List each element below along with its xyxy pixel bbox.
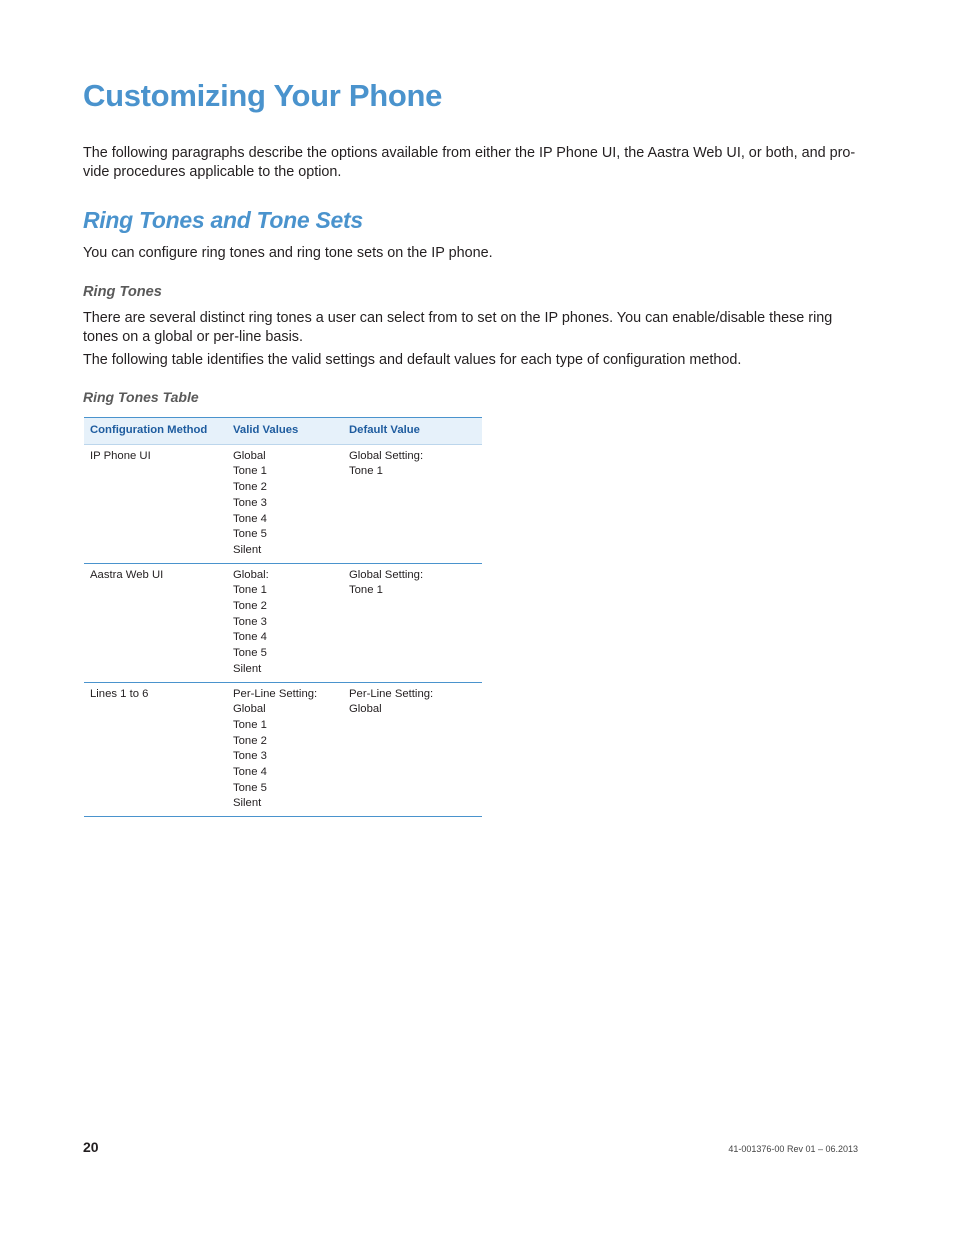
header-default-value: Default Value [343, 418, 482, 445]
ring-tones-paragraph: There are several distinct ring tones a user can select from to set on the IP phones. You can enable/disable these ring tones on a global or per-line basis. [83, 310, 833, 345]
cell-configuration-method [84, 563, 227, 682]
valid-value-line: Tone 5 [233, 647, 267, 660]
valid-value-line: Tone 1 [233, 584, 267, 597]
cell-configuration-method [84, 444, 227, 563]
header-valid-values: Valid Values [227, 418, 343, 445]
valid-value-line: Global [233, 703, 266, 716]
valid-value-line: Tone 3 [233, 496, 267, 509]
default-value-line: Global Setting: [349, 568, 424, 581]
cell-valid-values [227, 682, 343, 817]
table-row [84, 563, 482, 682]
method-text: Lines 1 to 6 [90, 687, 149, 700]
valid-value-line: Silent [233, 543, 262, 556]
valid-value-line: Tone 4 [233, 766, 267, 779]
default-value-line: Per-Line Setting: [349, 687, 434, 700]
table-body [84, 444, 482, 816]
cell-valid-values [227, 563, 343, 682]
default-value-line: Tone 1 [349, 584, 383, 597]
valid-value-line: Silent [233, 662, 262, 675]
valid-value-line: Tone 2 [233, 600, 267, 613]
default-value-line: Global [349, 703, 382, 716]
valid-value-line: Tone 4 [233, 631, 267, 644]
document-reference: 41-001376-00 Rev 01 – 06.2013 [728, 1144, 858, 1154]
method-text: IP Phone UI [90, 449, 151, 462]
valid-value-line: Tone 1 [233, 465, 267, 478]
valid-value-line: Tone 3 [233, 750, 267, 763]
valid-value-line: Per-Line Setting: [233, 687, 318, 700]
default-value-line: Tone 1 [349, 465, 383, 478]
page-number: 20 [83, 1139, 99, 1155]
valid-value-line: Silent [233, 797, 262, 810]
table-description-paragraph: The following table identifies the valid settings and default values for each type of configuration method. [83, 352, 742, 368]
valid-value-line: Tone 5 [233, 528, 267, 541]
cell-default-value [343, 563, 482, 682]
section-heading: Ring Tones and Tone Sets [83, 207, 363, 233]
page-title: Customizing Your Phone [83, 78, 443, 113]
valid-value-line: Tone 4 [233, 512, 267, 525]
cell-valid-values [227, 444, 343, 563]
cell-default-value [343, 444, 482, 563]
method-text: Aastra Web UI [90, 568, 164, 581]
section-text: You can configure ring tones and ring tone sets on the IP phone. [83, 245, 493, 261]
subsection-heading: Ring Tones [83, 284, 162, 300]
valid-value-line: Tone 3 [233, 615, 267, 628]
valid-value-line: Tone 2 [233, 734, 267, 747]
table-caption: Ring Tones Table [83, 389, 199, 405]
header-configuration-method: Configuration Method [84, 418, 227, 445]
table-header-row [84, 418, 482, 445]
cell-default-value [343, 682, 482, 817]
valid-value-line: Tone 1 [233, 718, 267, 731]
cell-configuration-method [84, 682, 227, 817]
ring-tones-table [84, 417, 482, 817]
valid-value-line: Global: [233, 568, 269, 581]
valid-value-line: Global [233, 449, 266, 462]
valid-value-line: Tone 5 [233, 781, 267, 794]
default-value-line: Global Setting: [349, 449, 424, 462]
table-row [84, 444, 482, 563]
intro-paragraph: The following paragraphs describe the options available from either the IP Phone UI, the Aastra Web UI, or both, and pro-vide procedures applicable to the option. [83, 145, 856, 180]
valid-value-line: Tone 2 [233, 481, 267, 494]
table-row [84, 682, 482, 817]
